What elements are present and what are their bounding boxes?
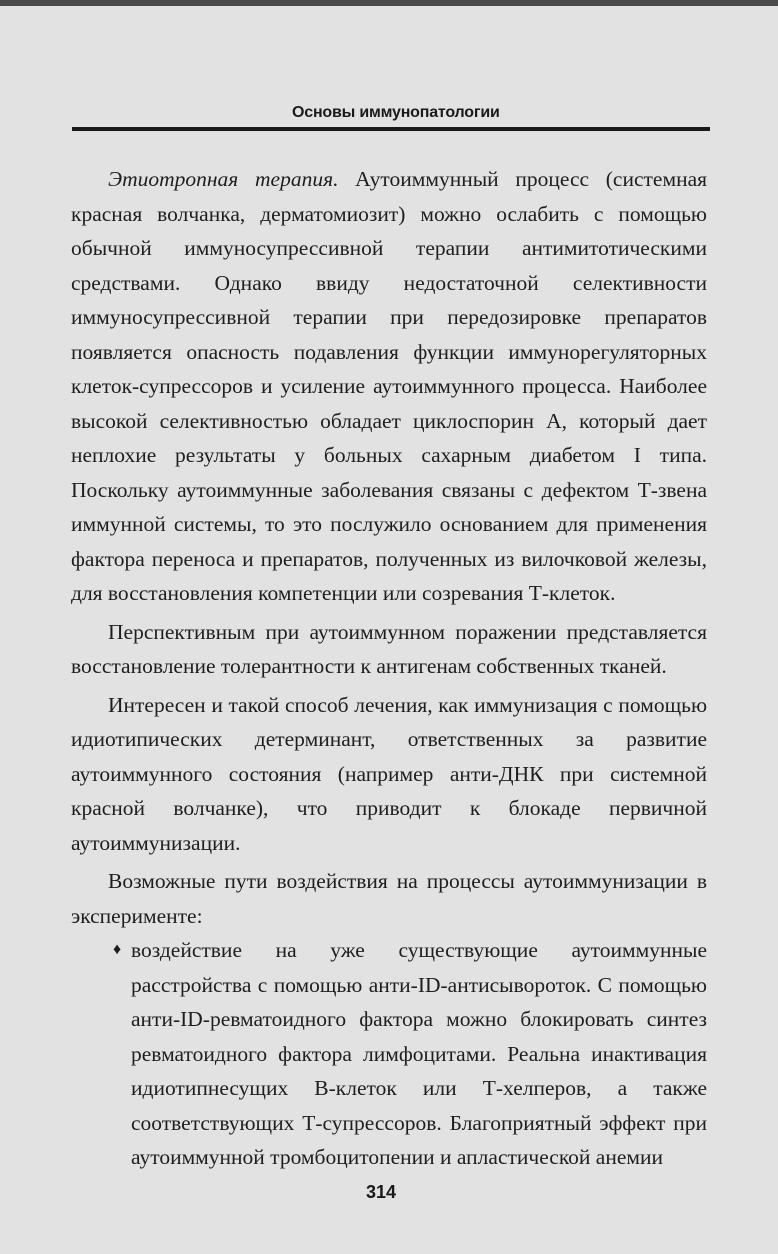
bullet-item — [71, 933, 707, 1175]
bullet-text: воздействие на уже существующие аутоиммунные расстройства с помощью анти-ID-антисывороток. С помощью анти-ID-ревматоидного фактора можно блокировать синтез ревматоидного фактора лимфоцитами. Реальна инактивация идиотипнесущих В-клеток или Т-хелперов, а также соответствующих Т-супрессоров. Благоприятный эффект при аутоиммунной тромбоцитопении и апластической анемии — [131, 938, 707, 1169]
paragraph-tolerance: Перспективным при аутоиммунном поражении представляется восстановление толерантности к антигенам собственных тканей. — [71, 619, 707, 678]
paragraph-text: Аутоиммунный процесс (системная красная волчанка, дерматомиозит) можно ослабить с помощью обычной иммуносупрессивной терапии антимитотическими средствами. Однако ввиду недостаточной селективности иммуносупрессивной терапии при передозировке препаратов появляется опасность подавления функции иммунорегуляторных клеток-супрессоров и усиление аутоиммунного процесса. Наиболее высокой селективностью обладает циклоспорин А, который дает неплохие результаты у больных сахарным диабетом I типа. Поскольку аутоиммунные заболевания связаны с дефектом Т-звена иммунной системы, то это послужило основанием для применения фактора переноса и препаратов, полученных из вилочковой железы, для восстановления компетенции или созревания Т-клеток. — [71, 167, 708, 605]
paragraph-idiotypic-immunization: Интересен и такой способ лечения, как иммунизация с помощью идиотипических детерминант, ответственных за развитие аутоиммунного состояния (например анти-ДНК при системной красной волчанке), что приводит к блокаде первичной аутоиммунизации. — [71, 692, 707, 855]
diamond-bullet-icon: ♦ — [113, 941, 122, 958]
paragraph-lead-italic: Этиотропная терапия. — [108, 167, 339, 191]
paragraph-possible-ways: Возможные пути воздействия на процессы аутоиммунизации в эксперименте: — [71, 869, 707, 928]
header-rule — [72, 127, 710, 131]
page-number: 314 — [366, 1182, 397, 1202]
page-top-edge — [0, 0, 778, 6]
running-head: Основы иммунопатологии — [292, 104, 500, 121]
paragraph-etiotropic-therapy — [71, 162, 707, 611]
body-text — [71, 162, 707, 1175]
